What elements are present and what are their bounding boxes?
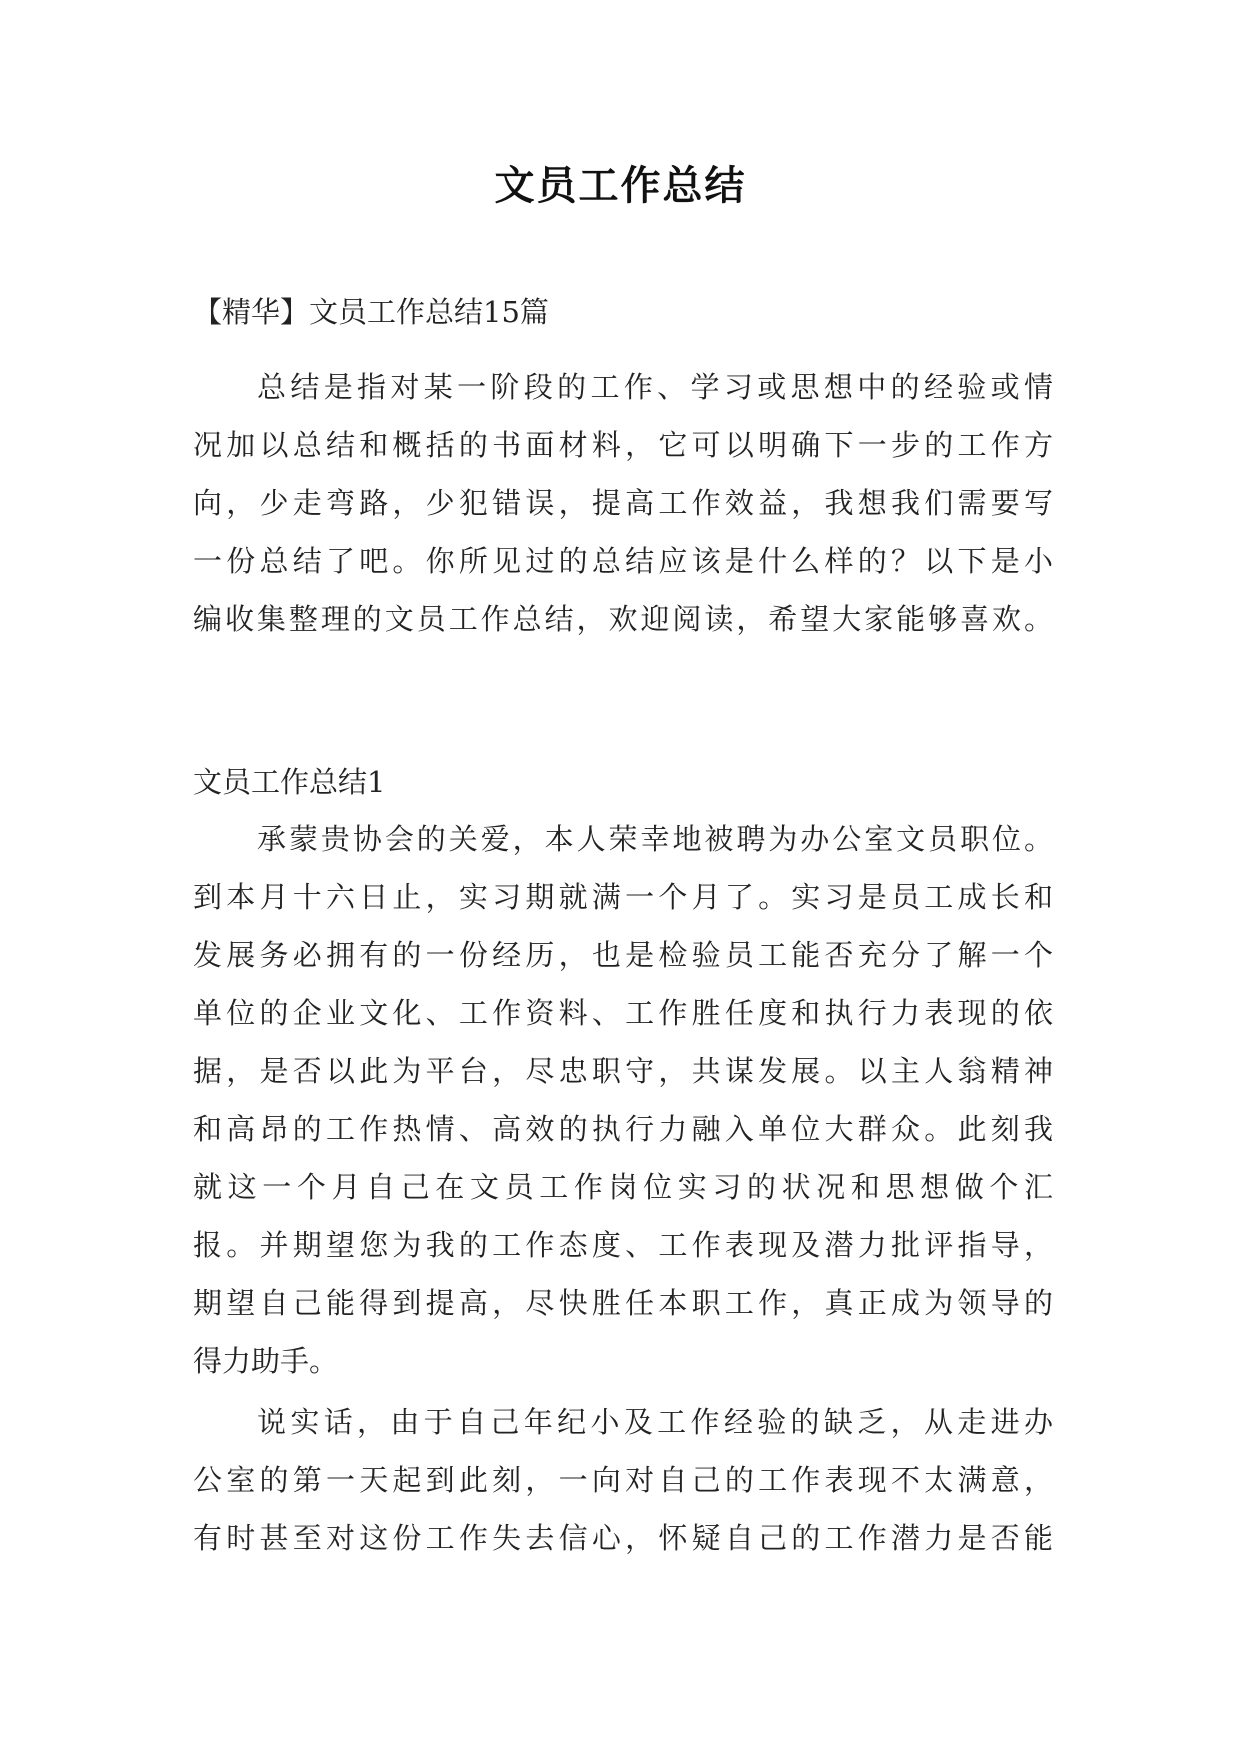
paragraph-line: 报。并期望您为我的工作态度、工作表现及潜力批评指导， — [193, 1228, 1053, 1262]
section-heading: 文员工作总结1 — [193, 765, 386, 799]
paragraph-line: 据，是否以此为平台，尽忠职守，共谋发展。以主人翁精神 — [193, 1054, 1053, 1088]
paragraph-line: 况加以总结和概括的书面材料，它可以明确下一步的工作方 — [193, 428, 1053, 462]
body-paragraph-1 — [193, 810, 1053, 1390]
paragraph-line: 和高昂的工作热情、高效的执行力融入单位大群众。此刻我 — [193, 1112, 1053, 1146]
document-title: 文员工作总结 — [494, 163, 747, 209]
paragraph-line: 期望自己能得到提高，尽快胜任本职工作，真正成为领导的 — [193, 1286, 1053, 1320]
intro-paragraph — [193, 358, 1053, 648]
paragraph-line: 公室的第一天起到此刻，一向对自己的工作表现不太满意， — [193, 1463, 1053, 1497]
paragraph-line: 到本月十六日止，实习期就满一个月了。实习是员工成长和 — [193, 880, 1053, 914]
paragraph-line: 就这一个月自己在文员工作岗位实习的状况和思想做个汇 — [193, 1170, 1053, 1204]
paragraph-line: 承蒙贵协会的关爱，本人荣幸地被聘为办公室文员职位。 — [257, 822, 1053, 856]
paragraph-line: 说实话，由于自己年纪小及工作经验的缺乏，从走进办 — [257, 1405, 1053, 1439]
paragraph-line: 总结是指对某一阶段的工作、学习或思想中的经验或情 — [257, 370, 1053, 404]
paragraph-line: 向，少走弯路，少犯错误，提高工作效益，我想我们需要写 — [193, 486, 1053, 520]
body-paragraph-2 — [193, 1393, 1053, 1567]
paragraph-line: 有时甚至对这份工作失去信心，怀疑自己的工作潜力是否能 — [193, 1521, 1053, 1555]
paragraph-line: 编收集整理的文员工作总结，欢迎阅读，希望大家能够喜欢。 — [193, 602, 1053, 636]
paragraph-line: 得力助手。 — [193, 1344, 339, 1378]
paragraph-line: 发展务必拥有的一份经历，也是检验员工能否充分了解一个 — [193, 938, 1053, 972]
paragraph-line: 单位的企业文化、工作资料、工作胜任度和执行力表现的依 — [193, 996, 1053, 1030]
document-subtitle: 【精华】文员工作总结15篇 — [193, 295, 549, 329]
paragraph-line: 一份总结了吧。你所见过的总结应该是什么样的？以下是小 — [193, 544, 1053, 578]
